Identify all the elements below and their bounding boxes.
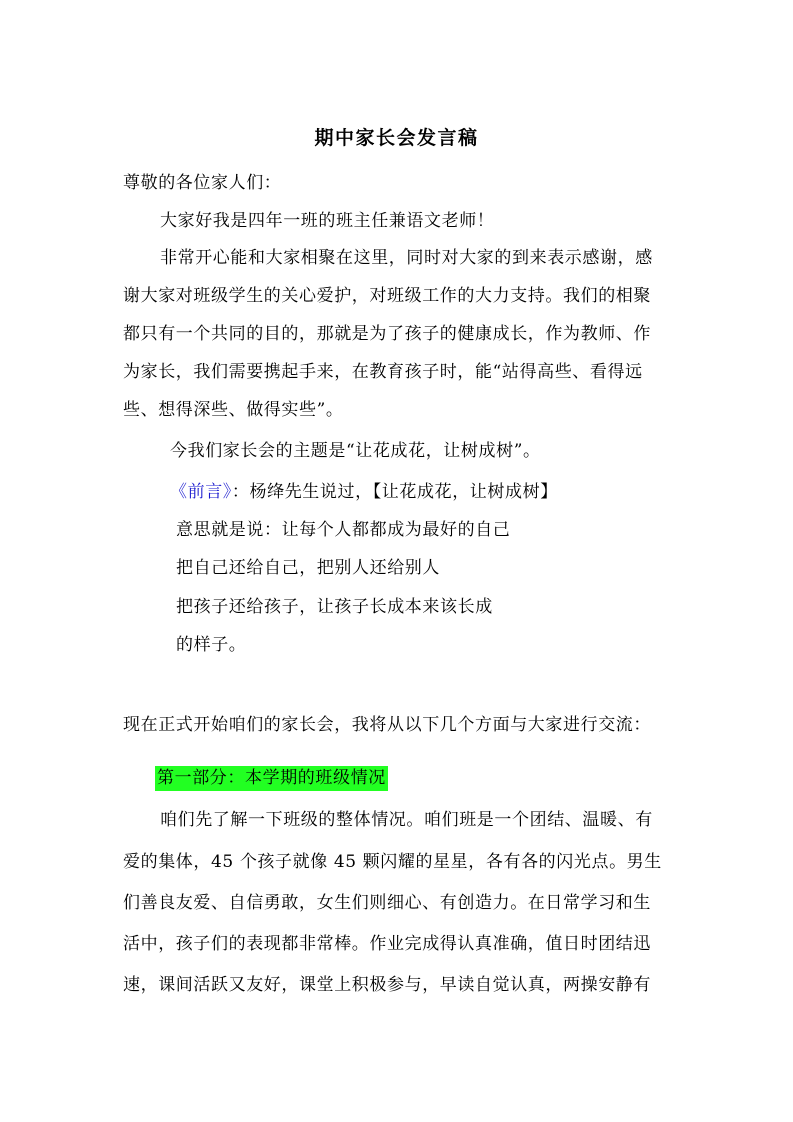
document-title: 期中家长会发言稿 xyxy=(314,127,479,149)
greeting: 大家好我是四年一班的班主任兼语文老师！ xyxy=(160,211,495,231)
section1-line-3: 们善良友爱、自信勇敢，女生们则细心、有创造力。在日常学习和生 xyxy=(123,893,651,913)
preface-label: 《前言》 xyxy=(170,482,232,502)
section1-line-1: 咱们先了解一下班级的整体情况。咱们班是一个团结、温暖、有 xyxy=(160,810,653,830)
quote-line-3: 把孩子还给孩子，让孩子长成本来该长成 xyxy=(176,597,493,617)
salutation: 尊敬的各位家人们： xyxy=(123,173,282,193)
section1-line-5: 速，课间活跃又友好，课堂上积极参与，早读自觉认真，两操安静有 xyxy=(123,975,651,995)
intro-line-2: 谢大家对班级学生的关心爱护，对班级工作的大力支持。我们的相聚 xyxy=(123,286,651,306)
preface-text: ：杨绛先生说过，【让花成花，让树成树】 xyxy=(231,482,558,502)
quote-line-4: 的样子。 xyxy=(176,635,247,655)
intro-line-1: 非常开心能和大家相聚在这里，同时对大家的到来表示感谢，感 xyxy=(160,248,653,268)
transition-line: 现在正式开始咱们的家长会，我将从以下几个方面与大家进行交流： xyxy=(123,715,651,735)
section1-heading: 第一部分：本学期的班级情况 xyxy=(155,766,388,791)
intro-line-3: 都只有一个共同的目的，那就是为了孩子的健康成长，作为教师、作 xyxy=(123,324,651,344)
section1-heading-wrap xyxy=(155,766,388,790)
section1-line-2: 爱的集体，45 个孩子就像 45 颗闪耀的星星，各有各的闪光点。男生 xyxy=(123,852,662,872)
intro-line-4: 为家长，我们需要携起手来，在教育孩子时，能“站得高些、看得远 xyxy=(123,362,643,382)
quote-line-1: 意思就是说：让每个人都都成为最好的自己 xyxy=(176,520,511,540)
intro-line-5: 些、想得深些、做得实些”。 xyxy=(123,400,344,420)
section1-line-4: 活中，孩子们的表现都非常棒。作业完成得认真准确，值日时团结迅 xyxy=(123,934,651,954)
preface-line xyxy=(170,480,558,504)
quote-line-2: 把自己还给自己，把别人还给别人 xyxy=(176,558,440,578)
theme-line: 今我们家长会的主题是“让花成花，让树成树”。 xyxy=(170,441,541,461)
